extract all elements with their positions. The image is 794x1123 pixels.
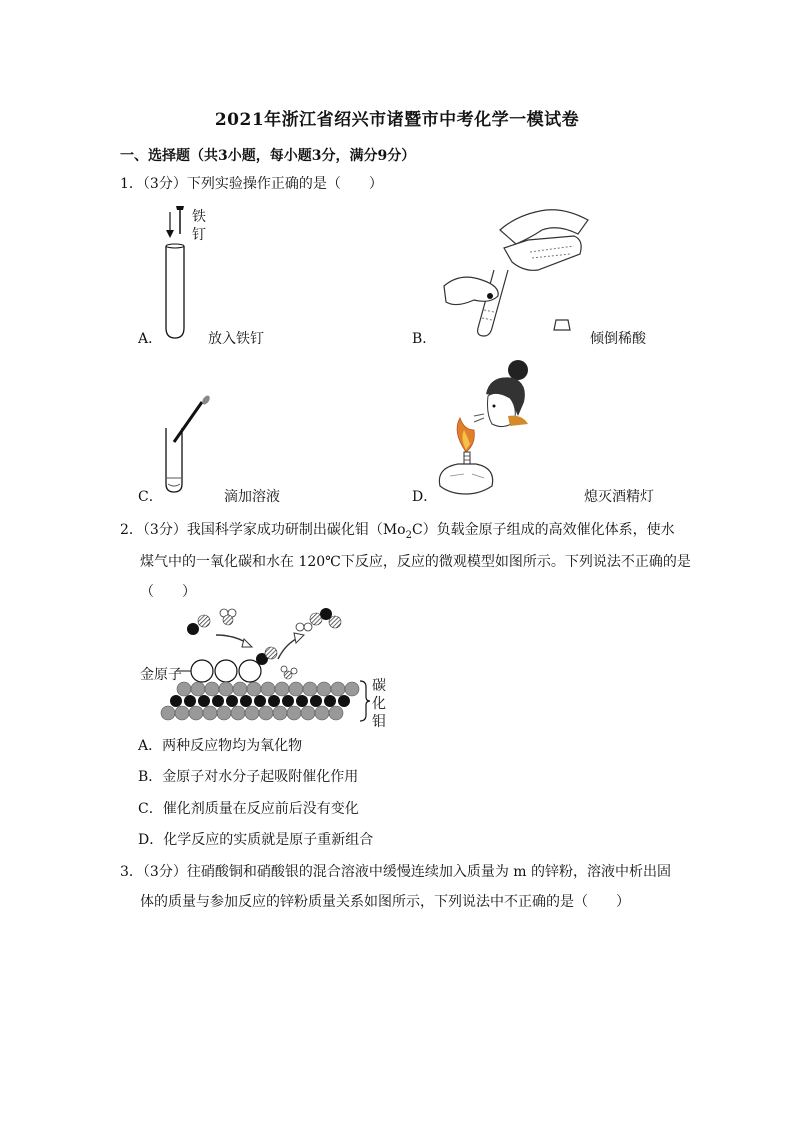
page-title: 2021年浙江省绍兴市诸暨市中考化学一模试卷 (214, 110, 580, 130)
section-heading: 一、选择题（共3小题，每小题3分，满分9分） (120, 148, 416, 164)
q2-stem-line-2: 煤气中的一氧化碳和水在 120℃下反应，反应的微观模型如图所示。下列说法不正确的是 (140, 554, 691, 570)
gold-atom-label: 金原子 (140, 667, 182, 683)
q2-stem-line-3: （ ） (140, 584, 196, 600)
q2-stem-subscript: 2 (405, 529, 412, 541)
q3-stem-line-2: 体的质量与参加反应的锌粉质量关系如图所示，下列说法中不正确的是（ ） (140, 894, 630, 910)
q1-option-a-letter: A． (138, 331, 163, 347)
q1-option-b-letter: B． (412, 331, 437, 347)
carbide-label-1: 碳 (372, 678, 386, 694)
nail-label-2: 钉 (192, 227, 206, 243)
q1-option-d-letter: D． (412, 489, 438, 505)
carbide-label-2: 化 (372, 696, 386, 712)
pouring-acid-figure (438, 200, 598, 340)
q1-option-c-letter: C． (138, 489, 163, 505)
q2-option-b: B．金原子对水分子起吸附催化作用 (138, 769, 359, 785)
q2-stem-part-a: 2．（3分）我国科学家成功研制出碳化钼（Mo (120, 522, 406, 538)
q2-option-c: C．催化剂质量在反应前后没有变化 (138, 801, 359, 817)
q1-option-c-caption: 滴加溶液 (224, 489, 280, 505)
q2-stem-part-b: C）负载金原子组成的高效催化体系，使水 (411, 522, 675, 538)
q2-option-a: A．两种反应物均为氧化物 (138, 738, 303, 754)
alcohol-lamp-figure (430, 356, 540, 498)
q1-stem: 1．（3分）下列实验操作正确的是（ ） (120, 176, 383, 192)
q1-option-a-caption: 放入铁钉 (208, 331, 264, 347)
q2-option-d: D．化学反应的实质就是原子重新组合 (138, 832, 374, 848)
carbide-label-3: 钼 (372, 714, 386, 730)
q1-option-d-caption: 熄灭酒精灯 (584, 489, 654, 505)
q1-option-b-caption: 倾倒稀酸 (590, 331, 646, 347)
q3-stem-line-1: 3．（3分）往硝酸铜和硝酸银的混合溶液中缓慢连续加入质量为 m 的锌粉，溶液中析出固 (120, 864, 671, 880)
nail-label-1: 铁 (192, 209, 206, 225)
